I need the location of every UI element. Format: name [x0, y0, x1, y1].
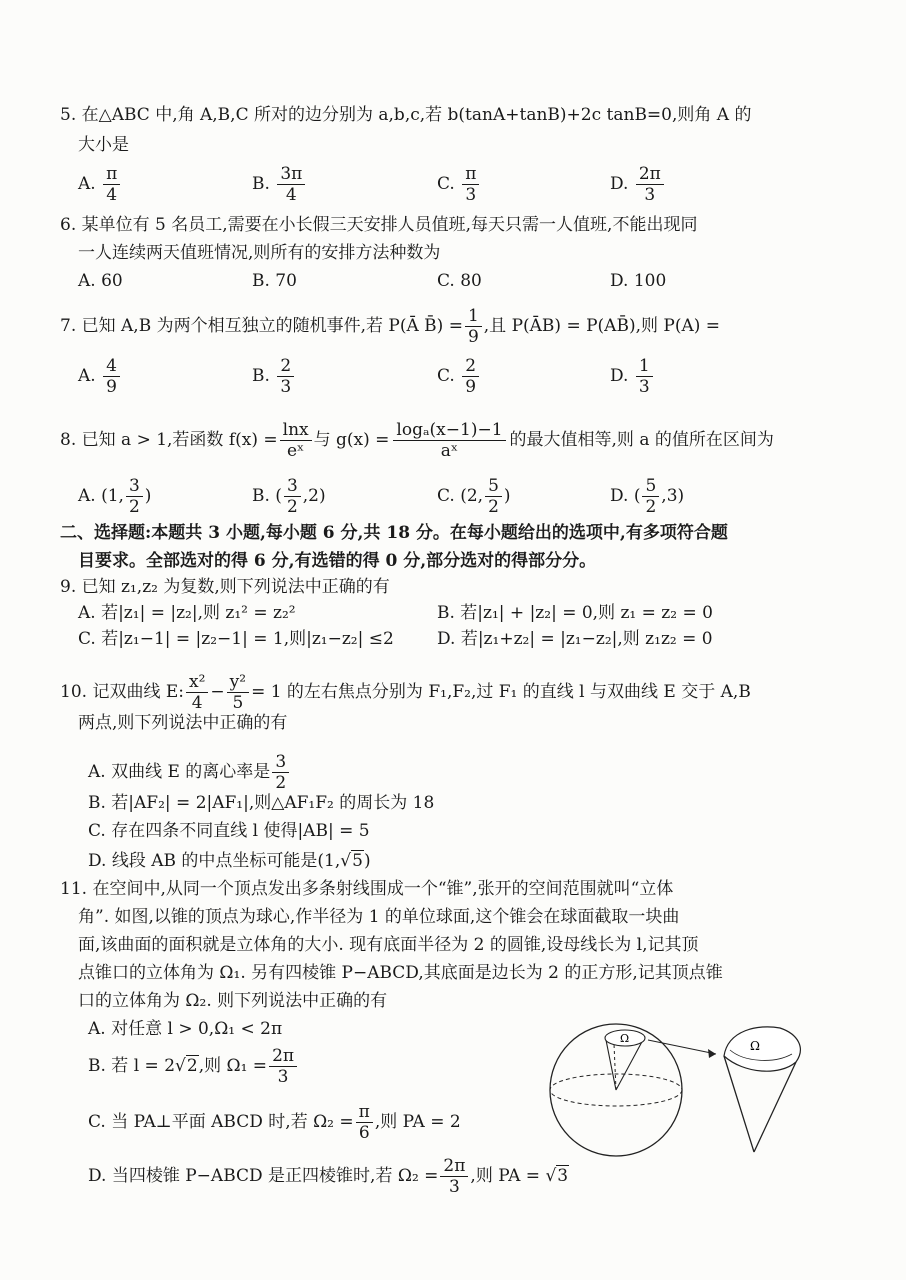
- q11-option-c: C. 当 PA⊥平面 ABCD 时,若 Ω₂ = $\frac{\pi}{6}$ ,则 PA = 2: [88, 1102, 461, 1143]
- arrow-head: [708, 1049, 716, 1058]
- q8-option-a: A. (1, $\frac{3}{2}$ ): [78, 476, 152, 517]
- q10-option-b: B. 若|AF₂| = 2|AF₁|,则△AF₁F₂ 的周长为 18: [88, 793, 435, 813]
- q5-stem-line1: 5. 在△ABC 中,角 A,B,C 所对的边分别为 a,b,c,若 b(tanA+tanB)+2c tanB=0,则角 A 的: [60, 105, 752, 125]
- q9-option-c: C. 若|z₁−1| = |z₂−1| = 1,则|z₁−z₂| ≤2: [78, 629, 394, 649]
- q6-stem-line1: 6. 某单位有 5 名员工,需要在小长假三天安排人员值班,每天只需一人值班,不能出现同: [60, 215, 698, 235]
- q5-stem-line2: 大小是: [78, 135, 129, 155]
- section2-header-line1: 二、选择题:本题共 3 小题,每小题 6 分,共 18 分。在每小题给出的选项中,有多项符合题: [60, 523, 728, 543]
- q7-option-b: B. $\frac{2}{3}$: [252, 356, 296, 397]
- q10-option-a: A. 双曲线 E 的离心率是 $\frac{3}{2}$: [88, 752, 291, 793]
- q8-option-b: B. ( $\frac{3}{2}$ ,2): [252, 476, 326, 517]
- q9-stem: 9. 已知 z₁,z₂ 为复数,则下列说法中正确的有: [60, 577, 390, 597]
- q5-option-d: D. $\frac{2\pi}{3}$: [610, 164, 666, 205]
- q7-option-a: A. $\frac{4}{9}$: [78, 356, 122, 397]
- q11-stem-line4: 点锥口的立体角为 Ω₁. 另有四棱锥 P−ABCD,其底面是边长为 2 的正方形,记其顶点锥: [78, 963, 723, 983]
- q9-option-d: D. 若|z₁+z₂| = |z₁−z₂|,则 z₁z₂ = 0: [437, 629, 713, 649]
- outer-cone-cap: [724, 1027, 800, 1071]
- q11-stem-line3: 面,该曲面的面积就是立体角的大小. 现有底面半径为 2 的圆锥,设母线长为 l,记其顶: [78, 935, 699, 955]
- q7-option-d: D. $\frac{1}{3}$: [610, 356, 655, 397]
- section2-header-line2: 目要求。全部选对的得 6 分,有选错的得 0 分,部分选对的得部分分。: [78, 551, 597, 571]
- q11-stem-line5: 口的立体角为 Ω₂. 则下列说法中正确的有: [78, 991, 388, 1011]
- q9-option-b: B. 若|z₁| + |z₂| = 0,则 z₁ = z₂ = 0: [437, 603, 713, 623]
- q8-stem: 8. 已知 a > 1,若函数 f(x) = $\frac{\ln x}{\text{eˣ}}$ 与 g(x) = $\frac{\text{logₐ(x−1)−1}}{\text{aˣ}}$ 的最大值相等,则 a 的值所在区间为: [60, 420, 774, 461]
- q7-option-c: C. $\frac{2}{9}$: [437, 356, 481, 397]
- q6-option-a: A. 60: [78, 271, 123, 291]
- q10-option-d: D. 线段 AB 的中点坐标可能是(1,√5): [88, 851, 371, 871]
- q11-option-d: D. 当四棱锥 P−ABCD 是正四棱锥时,若 Ω₂ = $\frac{2\pi}{3}$ ,则 PA = √3: [88, 1156, 569, 1197]
- q5-option-c: C. $\frac{\pi}{3}$: [437, 164, 481, 205]
- q9-option-a: A. 若|z₁| = |z₂|,则 z₁² = z₂²: [78, 603, 296, 623]
- q8-option-d: D. ( $\frac{5}{2}$ ,3): [610, 476, 685, 517]
- q10-stem-line2: 两点,则下列说法中正确的有: [78, 713, 288, 733]
- q10-option-c: C. 存在四条不同直线 l 使得|AB| = 5: [88, 821, 370, 841]
- q5-option-a: A. $\frac{\pi}{4}$: [78, 164, 122, 205]
- q5-option-b: B. $\frac{3\pi}{4}$: [252, 164, 307, 205]
- solid-angle-figure: [548, 1020, 838, 1160]
- fig-label-omega1: Ω: [620, 1032, 630, 1045]
- q7-stem: 7. 已知 A,B 为两个相互独立的随机事件,若 P(Ā B̄) = $\frac{1}{9}$ ,且 P(ĀB) = P(AB̄),则 P(A) =: [60, 306, 721, 347]
- q6-option-d: D. 100: [610, 271, 667, 291]
- q8-option-c: C. (2, $\frac{5}{2}$ ): [437, 476, 511, 517]
- q6-option-b: B. 70: [252, 271, 297, 291]
- q10-stem-line1: 10. 记双曲线 E: $\frac{\text{x²}}{4}$ − $\frac{\text{y²}}{5}$ = 1 的左右焦点分别为 F₁,F₂,过 F₁ 的直线 l 与双曲线 E 交于 A,B: [60, 672, 751, 713]
- q11-stem-line1: 11. 在空间中,从同一个顶点发出多条射线围成一个“锥”,张开的空间范围就叫“立体: [60, 879, 674, 899]
- q11-stem-line2: 角”. 如图,以锥的顶点为球心,作半径为 1 的单位球面,这个锥会在球面截取一块曲: [78, 907, 680, 927]
- q6-option-c: C. 80: [437, 271, 482, 291]
- q6-stem-line2: 一人连续两天值班情况,则所有的安排方法种数为: [78, 243, 441, 263]
- q11-option-b: B. 若 l = 2√2,则 Ω₁ = $\frac{2\pi}{3}$: [88, 1046, 299, 1087]
- q11-option-a: A. 对任意 l > 0,Ω₁ < 2π: [88, 1019, 283, 1039]
- figure-arrow: [648, 1040, 716, 1054]
- fig-label-omega2: Ω: [750, 1039, 760, 1053]
